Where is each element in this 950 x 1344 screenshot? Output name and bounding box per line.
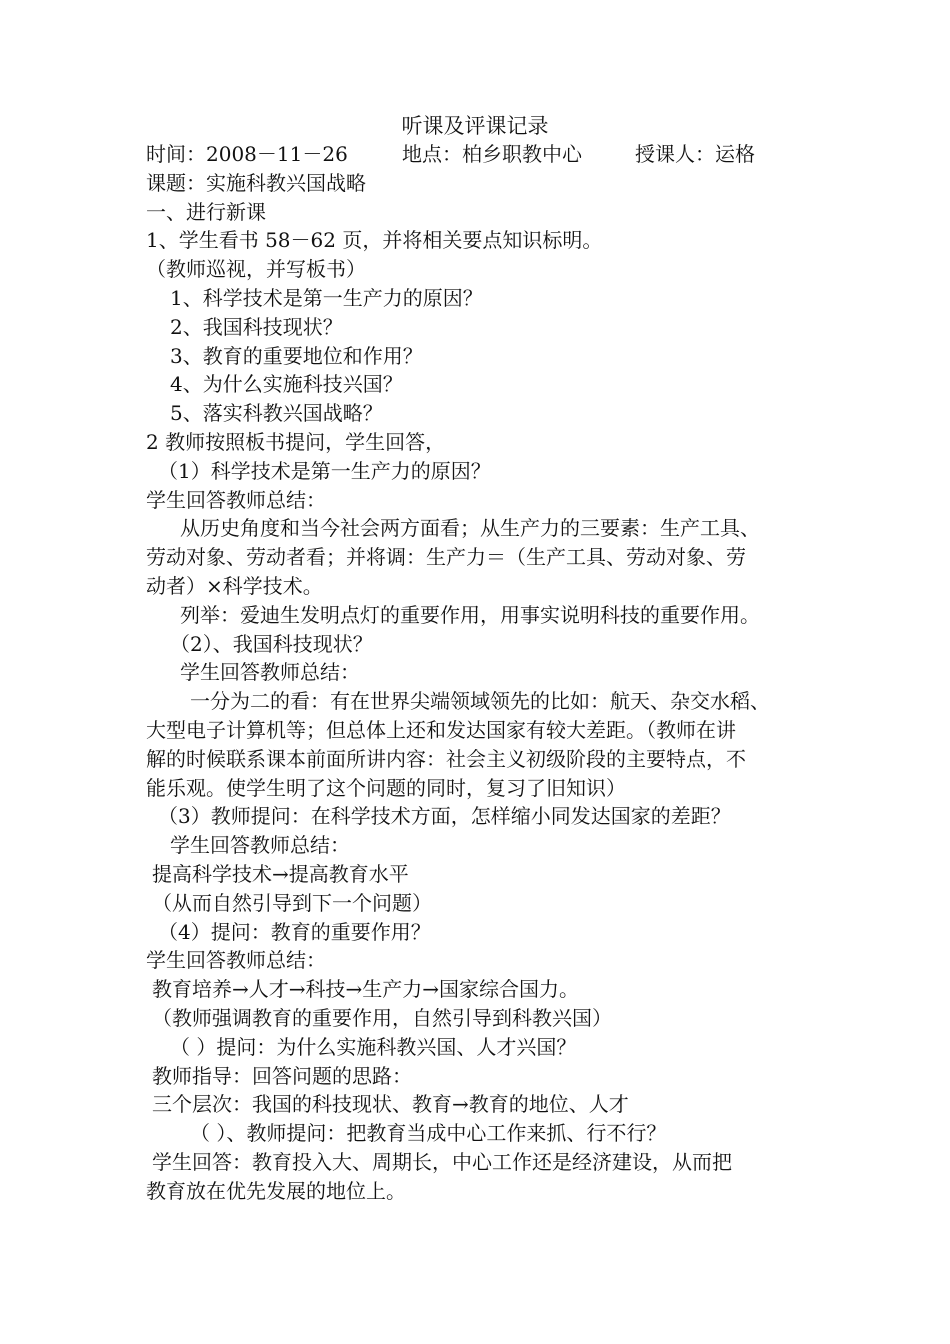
body-line: 三个层次：我国的科技现状、教育→教育的地位、人才	[152, 1092, 629, 1117]
meta-place: 地点：柏乡职教中心	[402, 142, 582, 166]
question-line: （4）提问：教育的重要作用？	[158, 919, 431, 944]
body-line: 能乐观。使学生明了这个问题的同时，复习了旧知识）	[146, 775, 626, 800]
body-line: 学生回答教师总结：	[146, 487, 326, 512]
body-line: （从而自然引导到下一个问题）	[152, 890, 432, 915]
question-line: （1）科学技术是第一生产力的原因？	[158, 458, 491, 483]
body-line: 学生回答：教育投入大、周期长，中心工作还是经济建设，从而把	[152, 1149, 732, 1174]
body-line: 教育放在优先发展的地位上。	[146, 1178, 406, 1203]
document-body	[146, 140, 814, 1205]
question-line: （ ）提问：为什么实施科教兴国、人才兴国？	[170, 1034, 577, 1059]
body-line: 1、学生看书 58－62 页，并将相关要点知识标明。	[146, 228, 603, 253]
body-line: 提高科学技术→提高教育水平	[152, 861, 409, 886]
question-line: （2）、我国科技现状？	[170, 631, 373, 656]
board-item: 5、落实科教兴国战略？	[170, 401, 383, 426]
question-line: （ ）、教师提问：把教育当成中心工作来抓、行不行？	[190, 1121, 667, 1146]
meta-teacher: 授课人：运格	[635, 142, 755, 166]
meta-time: 时间：2008－11－26	[146, 142, 348, 166]
board-item: 4、为什么实施科技兴国？	[170, 372, 403, 397]
board-item: 2、我国科技现状？	[170, 314, 343, 339]
body-line: 解的时候联系课本前面所讲内容：社会主义初级阶段的主要特点，不	[146, 746, 746, 771]
question-line: （3）教师提问：在科学技术方面，怎样缩小同发达国家的差距？	[158, 804, 731, 829]
body-line: 学生回答教师总结：	[146, 948, 326, 973]
meta-row	[146, 140, 814, 169]
body-line: 学生回答教师总结：	[180, 660, 360, 685]
body-line: （教师巡视，并写板书）	[146, 257, 366, 282]
board-item: 1、科学技术是第一生产力的原因？	[170, 285, 483, 310]
lesson-topic: 课题：实施科教兴国战略	[146, 170, 366, 195]
body-line: 劳动对象、劳动者看；并将调：生产力＝（生产工具、劳动对象、劳	[146, 545, 746, 570]
section-heading: 一、进行新课	[146, 199, 266, 224]
body-line: 从历史角度和当今社会两方面看；从生产力的三要素：生产工具、	[180, 516, 760, 541]
body-line: 学生回答教师总结：	[170, 833, 350, 858]
body-line: 列举：爱迪生发明点灯的重要作用，用事实说明科技的重要作用。	[180, 602, 760, 627]
body-line: （教师强调教育的重要作用，自然引导到科教兴国）	[152, 1005, 612, 1030]
body-line: 2 教师按照板书提问，学生回答，	[146, 429, 446, 454]
body-line: 动者）×科学技术。	[146, 573, 323, 598]
body-line: 一分为二的看：有在世界尖端领域领先的比如：航天、杂交水稻、	[190, 689, 770, 714]
body-line: 教育培养→人才→科技→生产力→国家综合国力。	[152, 977, 580, 1002]
board-item: 3、教育的重要地位和作用？	[170, 343, 423, 368]
document-title: 听课及评课记录	[401, 114, 549, 138]
body-line: 教师指导：回答问题的思路：	[152, 1063, 412, 1088]
body-line: 大型电子计算机等；但总体上还和发达国家有较大差距。（教师在讲	[146, 717, 736, 742]
